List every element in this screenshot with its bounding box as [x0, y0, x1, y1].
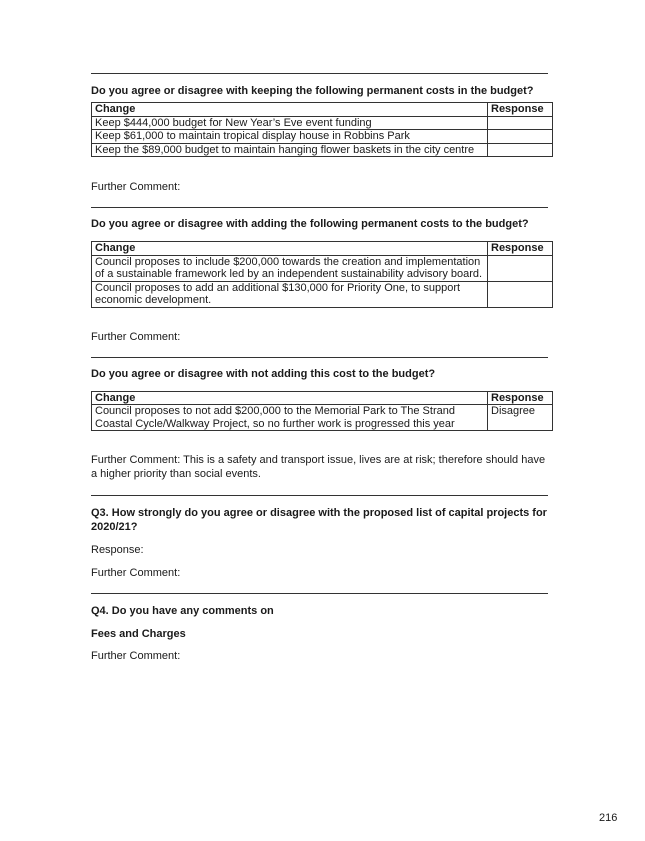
q3-question: Q3. How strongly do you agree or disagree with the proposed list of capital projects for 2020/21? [91, 507, 547, 533]
table-row [92, 143, 553, 157]
change-cell: Keep $61,000 to maintain tropical display house in Robbins Park [92, 130, 488, 144]
response-cell [488, 255, 553, 281]
section-3-question: Do you agree or disagree with not adding this cost to the budget? [91, 367, 436, 380]
change-cell: Council proposes to add an additional $130,000 for Priority One, to support economic development. [92, 281, 488, 307]
header-response: Response [488, 242, 553, 256]
section-divider [91, 207, 548, 208]
section-3-further-comment: Further Comment: This is a safety and transport issue, lives are at risk; therefore should have a higher priority than social events. [91, 454, 546, 480]
section-2-table [91, 241, 553, 308]
table-header-row [92, 391, 553, 405]
section-1-question: Do you agree or disagree with keeping the following permanent costs in the budget? [91, 85, 534, 97]
section-divider [91, 357, 548, 358]
table-row [92, 281, 553, 307]
table-header-row [92, 103, 553, 117]
header-change: Change [92, 103, 488, 117]
q4-subheading: Fees and Charges [91, 628, 186, 640]
section-2-further-comment: Further Comment: [91, 330, 181, 343]
change-cell: Keep $444,000 budget for New Year’s Eve event funding [92, 116, 488, 130]
section-divider [91, 73, 548, 74]
q4-question: Q4. Do you have any comments on [91, 605, 274, 617]
section-1-table [91, 102, 553, 157]
header-change: Change [92, 242, 488, 256]
change-cell: Council proposes to include $200,000 towards the creation and implementation of a sustainable framework led by an independent sustainability advisory board. [92, 255, 488, 281]
header-response: Response [488, 391, 553, 405]
table-row [92, 405, 553, 431]
section-2-question: Do you agree or disagree with adding the following permanent costs to the budget? [91, 218, 529, 230]
response-cell [488, 281, 553, 307]
section-3-table [91, 391, 553, 432]
response-cell [488, 116, 553, 130]
response-cell: Disagree [488, 405, 553, 431]
change-cell: Council proposes to not add $200,000 to the Memorial Park to The Strand Coastal Cycle/Walkway Project, so no further work is progressed this year [92, 405, 488, 431]
header-change: Change [92, 391, 488, 405]
page-number: 216 [599, 812, 618, 824]
section-divider [91, 593, 548, 594]
response-cell [488, 143, 553, 157]
section-divider [91, 495, 548, 496]
table-row [92, 130, 553, 144]
q3-response: Response: [91, 544, 144, 556]
page-content [91, 60, 551, 663]
response-cell [488, 130, 553, 144]
section-1-further-comment: Further Comment: [91, 181, 181, 193]
table-row [92, 116, 553, 130]
header-response: Response [488, 103, 553, 117]
table-row [92, 255, 553, 281]
table-header-row [92, 242, 553, 256]
q3-further-comment: Further Comment: [91, 567, 181, 579]
change-cell: Keep the $89,000 budget to maintain hanging flower baskets in the city centre [92, 143, 488, 157]
q4-further-comment: Further Comment: [91, 650, 181, 662]
